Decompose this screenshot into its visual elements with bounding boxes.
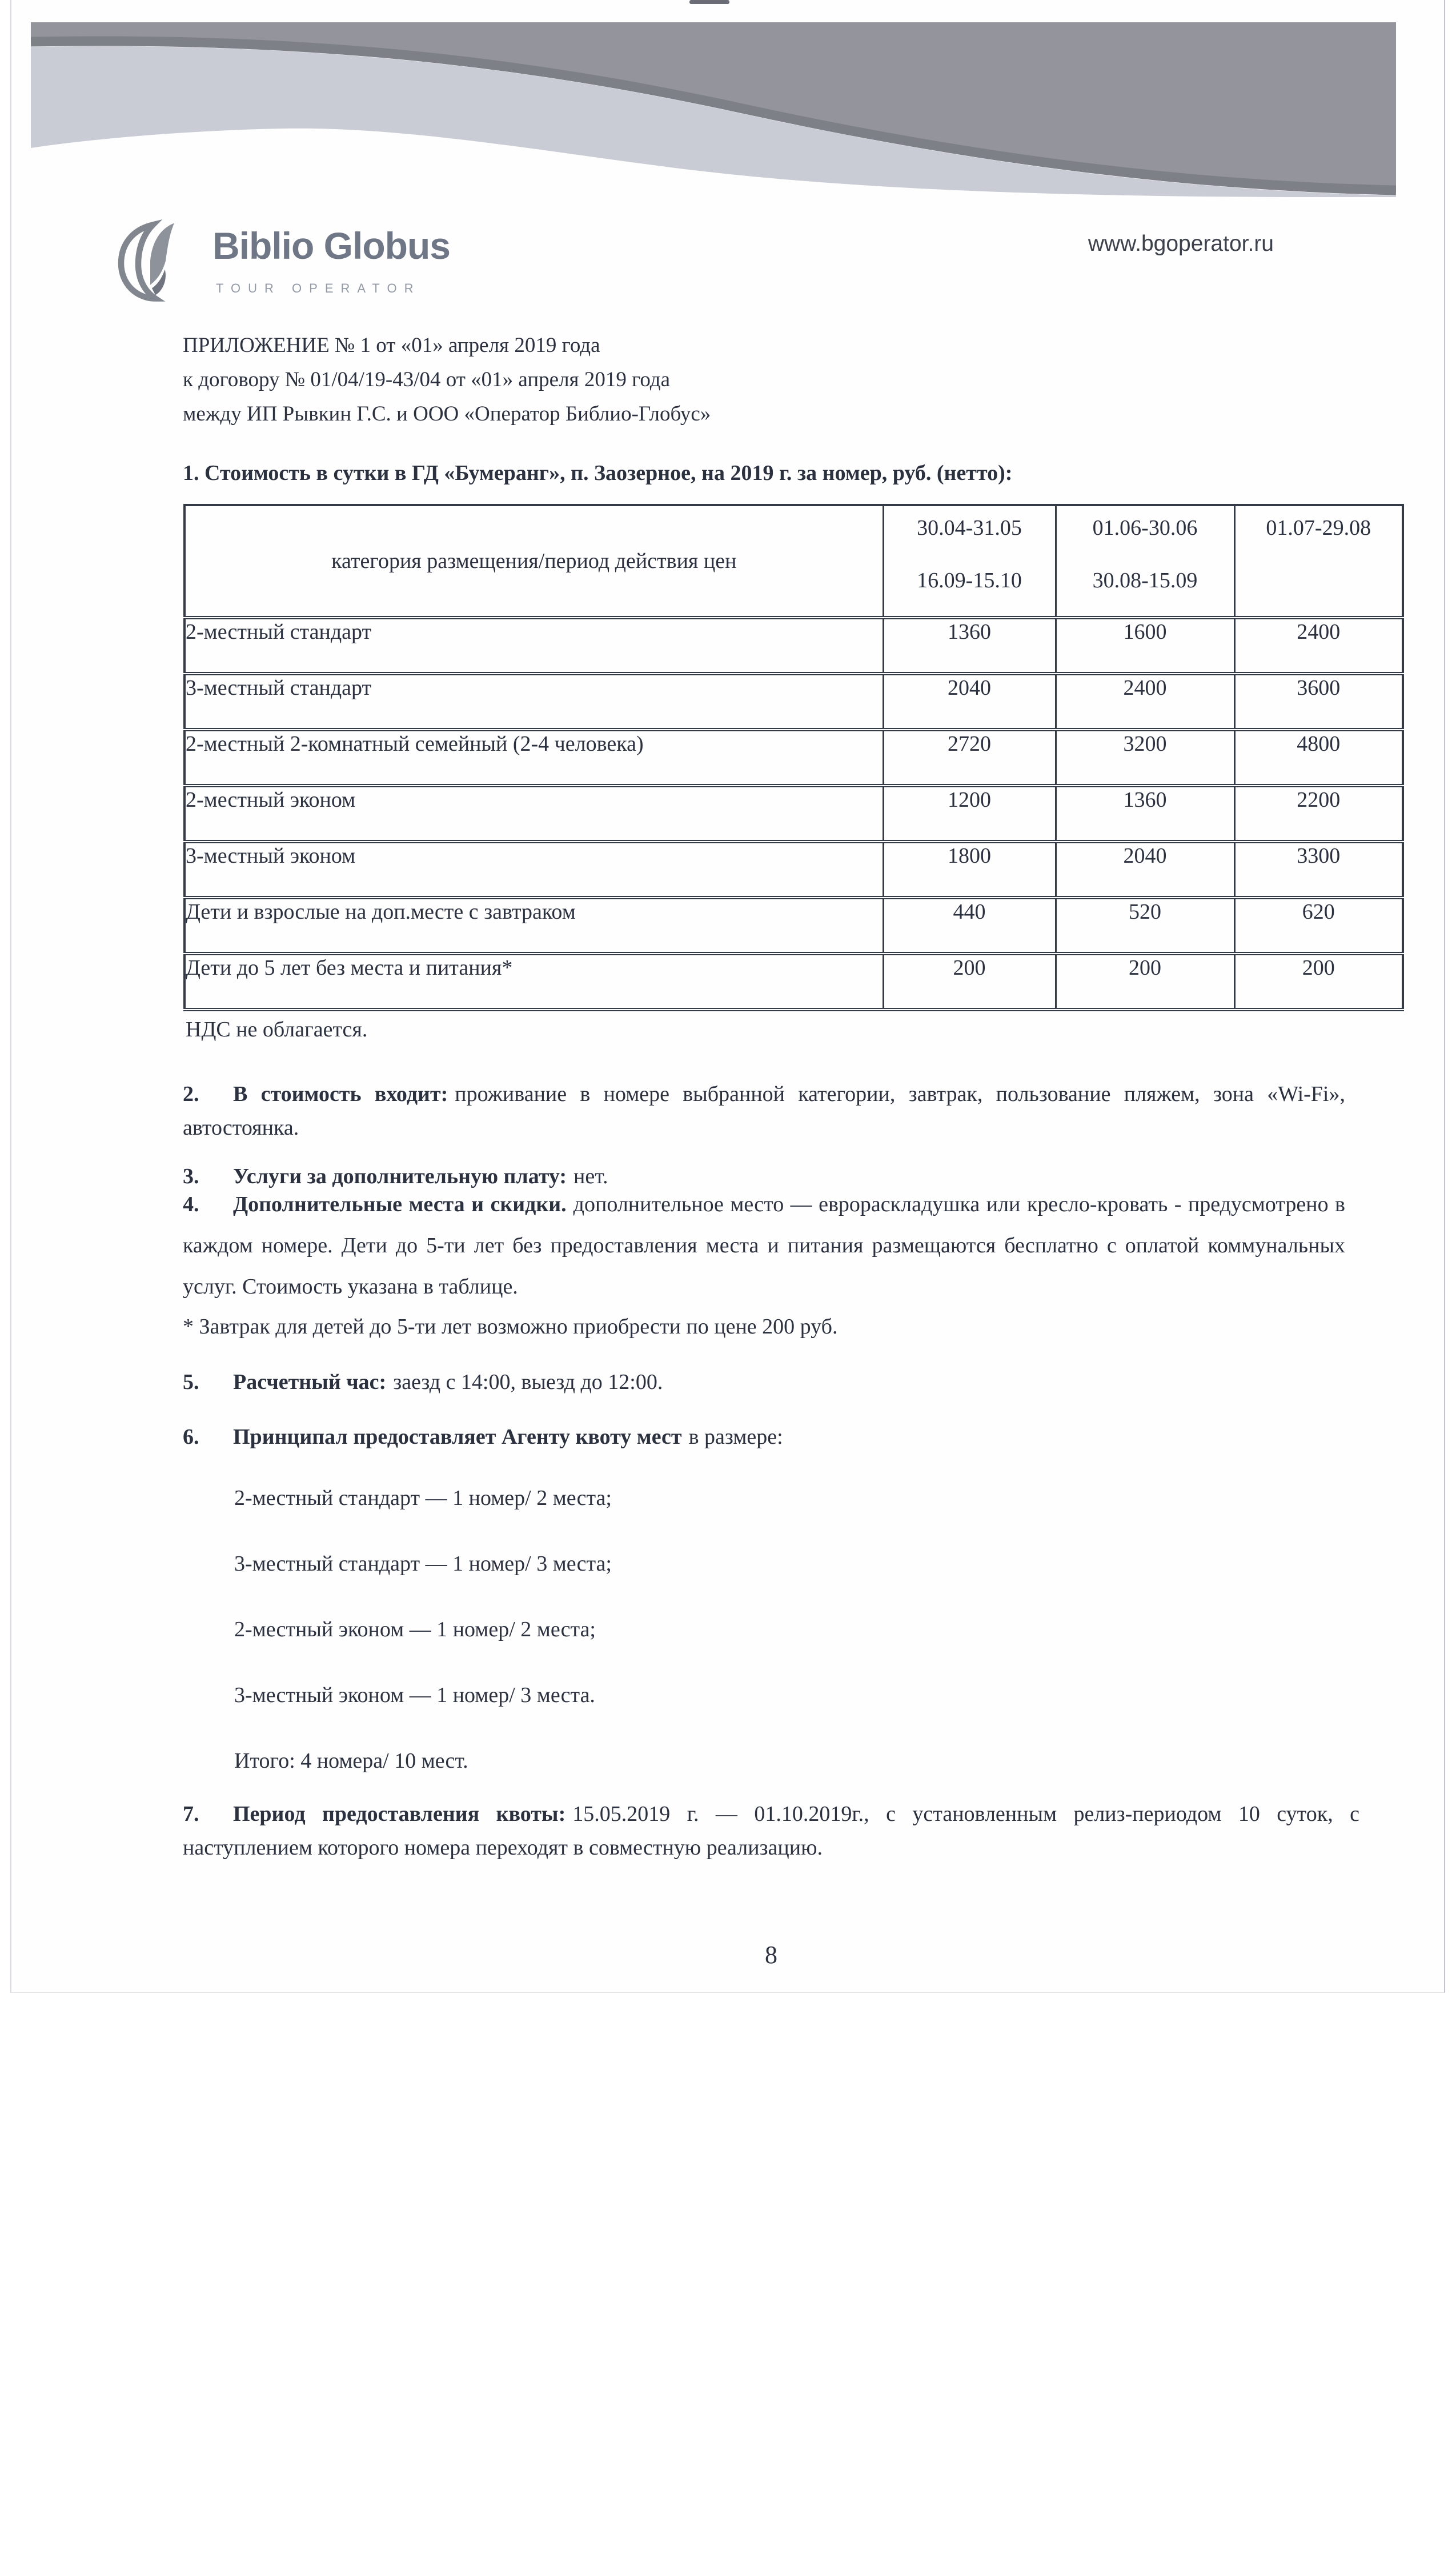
site-url: www.bgoperator.ru	[1088, 231, 1274, 256]
preamble	[183, 329, 1097, 431]
table-row	[184, 730, 1403, 786]
row-category: 2-местный эконом	[184, 786, 883, 842]
table-header-row	[184, 505, 1403, 618]
row-value: 1360	[1056, 786, 1234, 842]
clause-number: 6.	[183, 1425, 199, 1449]
clause-number: 4.	[183, 1192, 199, 1216]
period-col3-top: 01.07-29.08	[1266, 516, 1371, 540]
period-col2-bottom: 30.08-15.09	[1092, 568, 1198, 592]
row-value: 520	[1056, 898, 1234, 954]
clause-number: 3.	[183, 1164, 199, 1188]
preamble-line-2: к договору № 01/04/19-43/04 от «01» апреля 2019 года	[183, 368, 671, 391]
clause-number: 7.	[183, 1802, 199, 1826]
clause-text: в размере:	[688, 1425, 783, 1449]
row-value: 1360	[883, 618, 1056, 674]
quota-line: 2-местный стандарт — 1 номер/ 2 места;	[234, 1486, 612, 1510]
clause-text: проживание в номере выбранной категории, завтрак, пользование пляжем, зона «Wi-Fi», автостоянка.	[183, 1082, 1345, 1140]
quota-total: Итого: 4 номера/ 10 мест.	[234, 1749, 468, 1773]
row-value: 2200	[1234, 786, 1403, 842]
period-col1-bottom: 16.09-15.10	[917, 568, 1022, 592]
row-category: 2-местный стандарт	[184, 618, 883, 674]
clause-text: нет.	[573, 1164, 608, 1188]
row-value: 200	[1234, 954, 1403, 1010]
table-row	[184, 618, 1403, 674]
clause-lead: Расчетный час:	[233, 1370, 387, 1394]
period-col2-top: 01.06-30.06	[1092, 516, 1198, 540]
logo-title: Biblio Globus	[212, 225, 450, 267]
category-header: категория размещения/период действия цен	[331, 549, 737, 573]
row-value: 3300	[1234, 842, 1403, 898]
row-category: 2-местный 2-комнатный семейный (2-4 человека)	[184, 730, 883, 786]
row-value: 2040	[883, 674, 1056, 730]
quota-line: 3-местный эконом — 1 номер/ 3 места.	[234, 1683, 595, 1707]
clause-number: 2.	[183, 1082, 199, 1106]
price-table	[183, 504, 1404, 1011]
page-number: 8	[765, 1941, 777, 1969]
clause-lead: В стоимость входит:	[233, 1082, 448, 1106]
row-category: 3-местный стандарт	[184, 674, 883, 730]
table-row	[184, 954, 1403, 1010]
row-value: 2720	[883, 730, 1056, 786]
clause-text: 15.05.2019 г. — 01.10.2019г., с установленным релиз-периодом 10 суток, с наступлением которого номера переходят в совместную реализацию.	[183, 1802, 1360, 1860]
period-col1-top: 30.04-31.05	[917, 516, 1022, 540]
row-value: 1800	[883, 842, 1056, 898]
logo-subtitle: TOUR OPERATOR	[216, 281, 421, 295]
clause-lead: Услуги за дополнительную плату:	[233, 1164, 567, 1188]
quota-line: 2-местный эконом — 1 номер/ 2 места;	[234, 1617, 596, 1641]
clause-7	[183, 1797, 1359, 1865]
row-value: 2400	[1234, 618, 1403, 674]
row-value: 1200	[883, 786, 1056, 842]
row-value: 620	[1234, 898, 1403, 954]
row-value: 3200	[1056, 730, 1234, 786]
row-value: 200	[1056, 954, 1234, 1010]
clause-lead: Период предоставления квоты:	[233, 1802, 566, 1826]
row-value: 3600	[1234, 674, 1403, 730]
row-category: Дети и взрослые на доп.месте с завтраком	[184, 898, 883, 954]
row-value: 2040	[1056, 842, 1234, 898]
clause-lead: Дополнительные места и скидки.	[233, 1192, 567, 1216]
row-category: Дети до 5 лет без места и питания*	[184, 954, 883, 1010]
row-value: 2400	[1056, 674, 1234, 730]
clause-4	[183, 1184, 1345, 1307]
row-value: 440	[883, 898, 1056, 954]
table-row	[184, 674, 1403, 730]
clause-5	[183, 1365, 1345, 1399]
table-row	[184, 898, 1403, 954]
preamble-line-3: между ИП Рывкин Г.С. и ООО «Оператор Библио-Глобус»	[183, 402, 711, 426]
clause-text: дополнительное место — еврораскладушка или кресло-кровать - предусмотрено в каждом номере. Дети до 5-ти лет без предоставления места и питания размещаются бесплатно с оплатой коммунальных услуг. Стоимость указана в таблице.	[183, 1192, 1345, 1299]
row-value: 200	[883, 954, 1056, 1010]
quota-line: 3-местный стандарт — 1 номер/ 3 места;	[234, 1552, 612, 1576]
biblio-globus-logo-icon	[113, 216, 198, 307]
scan-artifact	[689, 0, 729, 4]
vat-note: НДС не облагается.	[186, 1018, 368, 1042]
clause-2	[183, 1078, 1345, 1145]
breakfast-footnote: * Завтрак для детей до 5-ти лет возможно приобрести по цене 200 руб.	[183, 1315, 838, 1339]
table-row	[184, 842, 1403, 898]
table-row	[184, 786, 1403, 842]
row-value: 1600	[1056, 618, 1234, 674]
clause-6	[183, 1420, 1345, 1454]
preamble-line-1: ПРИЛОЖЕНИЕ № 1 от «01» апреля 2019 года	[183, 334, 600, 357]
header-wave-graphic	[31, 20, 1396, 197]
clause-text: заезд с 14:00, выезд до 12:00.	[393, 1370, 663, 1394]
row-category: 3-местный эконом	[184, 842, 883, 898]
clause-number: 5.	[183, 1370, 199, 1394]
row-value: 4800	[1234, 730, 1403, 786]
clause-lead: Принципал предоставляет Агенту квоту мест	[233, 1425, 682, 1449]
section-1-title: 1. Стоимость в сутки в ГД «Бумеранг», п. Заозерное, на 2019 г. за номер, руб. (нетто):	[183, 461, 1013, 485]
scanned-page	[10, 0, 1445, 1993]
